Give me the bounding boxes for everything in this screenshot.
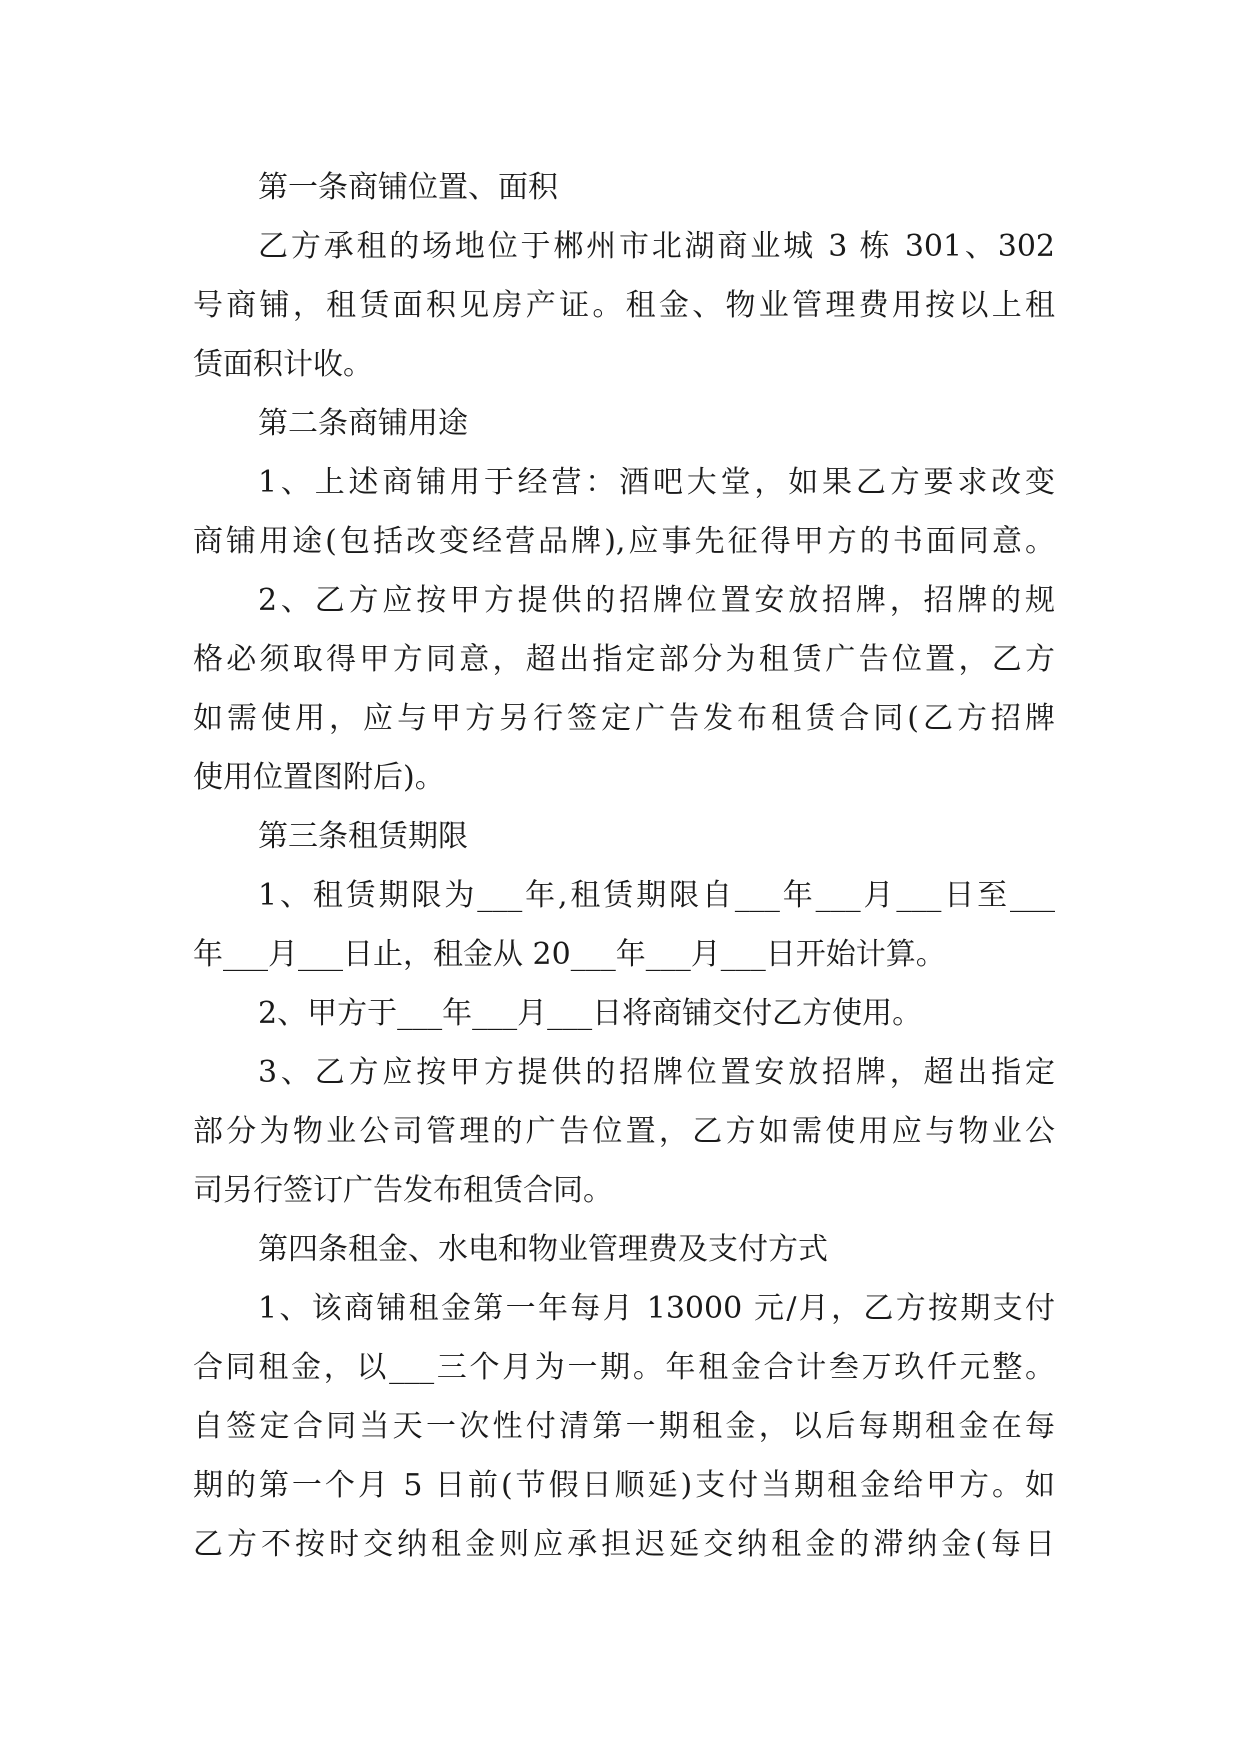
article-2-item-1-line: 商铺用途(包括改变经营品牌),应事先征得甲方的书面同意。 [193, 524, 1055, 559]
article-3-heading: 第三条租赁期限 [258, 819, 468, 854]
article-4-item-1-line: 乙方不按时交纳租金则应承担迟延交纳租金的滞纳金(每日 [193, 1527, 1055, 1562]
article-3-item-1-line: 1、租赁期限为___年,租赁期限自___年___月___日至___ [258, 878, 1055, 913]
article-2-item-2-line: 格必须取得甲方同意，超出指定部分为租赁广告位置，乙方 [193, 642, 1055, 677]
article-2-item-1-line: 1、上述商铺用于经营：酒吧大堂，如果乙方要求改变 [258, 465, 1055, 500]
article-3-item-3-line: 司另行签订广告发布租赁合同。 [193, 1173, 613, 1208]
article-1-paragraph-line: 号商铺，租赁面积见房产证。租金、物业管理费用按以上租 [193, 288, 1055, 323]
article-2-item-2-line: 使用位置图附后)。 [193, 760, 445, 795]
article-1-heading: 第一条商铺位置、面积 [258, 170, 558, 205]
article-2-item-2-line: 如需使用，应与甲方另行签定广告发布租赁合同(乙方招牌 [193, 701, 1055, 736]
article-3-item-3-line: 3、乙方应按甲方提供的招牌位置安放招牌，超出指定 [258, 1055, 1055, 1090]
article-4-item-1-line: 1、该商铺租金第一年每月 13000 元/月，乙方按期支付 [258, 1291, 1055, 1326]
article-4-item-1-line: 合同租金，以___三个月为一期。年租金合计叁万玖仟元整。 [193, 1350, 1055, 1385]
article-3-item-3-line: 部分为物业公司管理的广告位置，乙方如需使用应与物业公 [193, 1114, 1055, 1149]
article-4-item-1-line: 自签定合同当天一次性付清第一期租金，以后每期租金在每 [193, 1409, 1055, 1444]
article-3-item-2-line: 2、甲方于___年___月___日将商铺交付乙方使用。 [258, 996, 923, 1031]
article-2-heading: 第二条商铺用途 [258, 406, 468, 441]
article-3-item-1-line: 年___月___日止，租金从 20___年___月___日开始计算。 [193, 937, 946, 972]
article-4-item-1-line: 期的第一个月 5 日前(节假日顺延)支付当期租金给甲方。如 [193, 1468, 1055, 1503]
contract-body [193, 158, 1055, 1574]
article-4-heading: 第四条租金、水电和物业管理费及支付方式 [258, 1232, 828, 1267]
article-2-item-2-line: 2、乙方应按甲方提供的招牌位置安放招牌，招牌的规 [258, 583, 1055, 618]
article-1-paragraph-line: 赁面积计收。 [193, 347, 373, 382]
article-1-paragraph-line: 乙方承租的场地位于郴州市北湖商业城 3 栋 301、302 [258, 229, 1055, 264]
